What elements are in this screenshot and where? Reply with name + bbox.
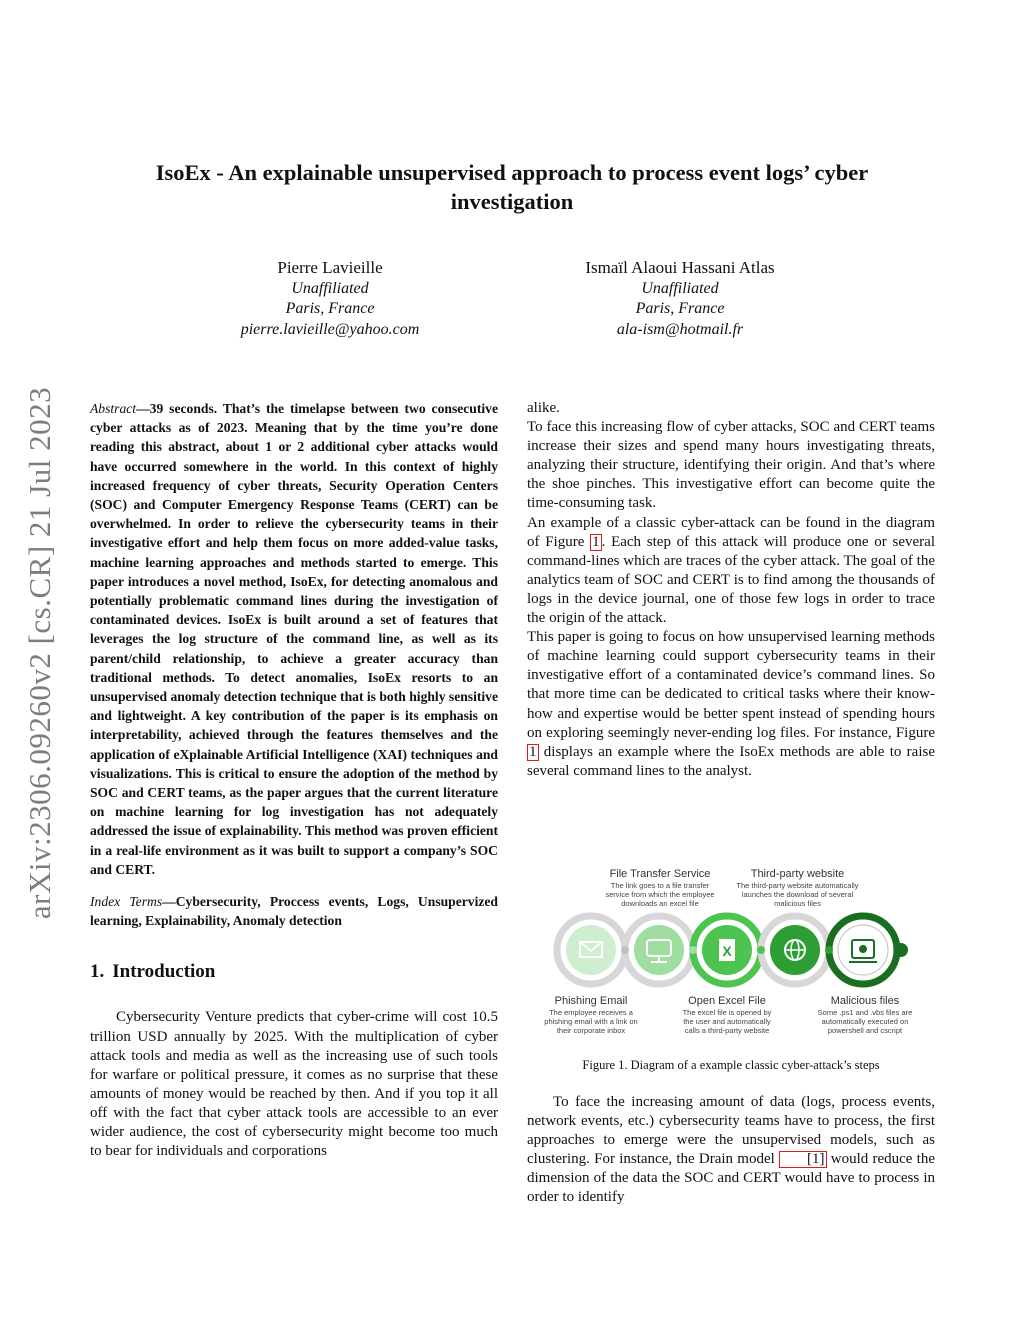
section-number: 1. bbox=[90, 961, 105, 983]
abstract-label: Abstract bbox=[90, 401, 137, 416]
author-name: Ismaïl Alaoui Hassani Atlas bbox=[585, 258, 775, 277]
index-terms bbox=[90, 892, 498, 930]
step-title: Malicious files bbox=[830, 995, 900, 1007]
figure-reference-link[interactable]: 1 bbox=[529, 743, 537, 760]
author-block-1 bbox=[210, 258, 450, 340]
step-description: The employee receives a phishing email with a link on their corporate inbox bbox=[544, 1008, 638, 1035]
paragraph bbox=[527, 514, 935, 629]
step-title: File Transfer Service bbox=[609, 868, 711, 880]
figure-attack-diagram bbox=[545, 860, 917, 1040]
paragraph-text: would reduce the dimension of the data the SOC and CERT would have to process in order to identify bbox=[527, 1151, 935, 1206]
paragraph-text: displays an example where the IsoEx methods are able to raise several command lines to the analyst. bbox=[527, 743, 935, 779]
paragraph-text: This paper is going to focus on how unsupervised learning methods of machine learning could support cybersecurity teams in their investigative effort of a contaminated device’s command lines. So that more time can be dedicated to critical tasks where their know-how and expertise would be better spent instead of spending hours on exploring seemingly never-ending log files. For instance, Figure bbox=[527, 629, 935, 741]
author-location: Paris, France bbox=[285, 300, 375, 317]
step-description: The third-party website automatically launches the download of several malicious files bbox=[736, 881, 859, 908]
right-column bbox=[527, 399, 935, 781]
step-description: The excel file is opened by the user and automatically calls a third-party website bbox=[682, 1008, 772, 1035]
paragraph bbox=[527, 1093, 935, 1208]
paper-title: IsoEx - An explainable unsupervised approach to process event logs’ cyber investigation bbox=[155, 160, 869, 214]
step-description: The link goes to a file transfer service from which the employee downloads an excel file bbox=[605, 881, 715, 908]
figure-reference-link[interactable]: 1 bbox=[592, 533, 600, 550]
arxiv-identifier-stamp[interactable]: arXiv:2306.09260v2 [cs.CR] 21 Jul 2023 bbox=[22, 386, 57, 920]
paragraph-text: . Each step of this attack will produce one or several command-lines which are traces of the cyber attack. The goal of the analytics team of SOC and CERT is to find among the thousands of logs in the device journal, one of those few logs in order to trace the origin of the attack. bbox=[527, 533, 935, 627]
connector-dot bbox=[621, 946, 629, 954]
section-heading bbox=[90, 960, 498, 984]
author-affiliation: Unaffiliated bbox=[641, 279, 719, 297]
citation-link[interactable]: [1] bbox=[779, 1151, 827, 1168]
intro-paragraph: Cybersecurity Venture predicts that cyber-crime will cost 10.5 trillion USD annually by 2025. With the multiplication of cyber attack tools and media as well as the increasing use of such tools for warfare or political pressure, it comes as no surprise that these amounts of money would be reached by then. And if you top it all off with the fact that cyber attack tools are accessible to an ever wider audience, the cost of cybersecurity might become too much to bear for individuals and corporations bbox=[90, 1009, 498, 1160]
abstract bbox=[90, 399, 498, 879]
section-title: Introduction bbox=[112, 961, 216, 983]
connector-dot bbox=[825, 946, 833, 954]
figure-caption: Figure 1. Diagram of a example classic cyber-attack’s steps bbox=[582, 1058, 880, 1072]
author-name: Pierre Lavieille bbox=[277, 258, 383, 277]
left-column bbox=[90, 399, 498, 1161]
step-title: Open Excel File bbox=[688, 995, 766, 1007]
author-affiliation: Unaffiliated bbox=[291, 279, 369, 297]
author-email[interactable]: ala-ism@hotmail.fr bbox=[616, 320, 744, 338]
step-title: Third-party website bbox=[750, 868, 845, 880]
author-location: Paris, France bbox=[635, 300, 725, 317]
end-dot bbox=[894, 943, 908, 957]
excel-icon bbox=[719, 939, 735, 961]
index-terms-label: Index Terms bbox=[90, 894, 163, 910]
author-block-2 bbox=[540, 258, 820, 340]
step-title: Phishing Email bbox=[554, 995, 628, 1007]
paragraph bbox=[527, 628, 935, 781]
index-terms-text: —Cybersecurity, Proccess events, Logs, Unsupervized learning, Explainability, Anomaly detection bbox=[90, 894, 498, 929]
author-email[interactable]: pierre.lavieille@yahoo.com bbox=[240, 320, 420, 338]
svg-text:X: X bbox=[722, 943, 732, 959]
connector-dot bbox=[757, 946, 765, 954]
paragraph-text: An example of a classic cyber-attack can be found in the diagram of Figure bbox=[527, 514, 935, 550]
step-disc bbox=[634, 925, 684, 975]
connector-dot bbox=[689, 946, 697, 954]
paragraph: alike. bbox=[527, 400, 560, 416]
paragraph-text: To face the increasing amount of data (logs, process events, network events, etc.) cybersecurity teams have to process, the first approaches to emerge were the unsupervised models, such as clustering. For instance, the Drain model bbox=[527, 1094, 935, 1168]
abstract-text: —39 seconds. That’s the timelapse between two consecutive cyber attacks as of 2023. Meaning that by the time you’re done reading this abstract, about 1 or 2 additional cyber attacks would have occurred somewhere in the world. In this context of highly increased frequency of cyber threats, Security Operation Centers (SOC) and Computer Emergency Response Teams (CERT) can be overwhelmed. In order to relieve the cybersecurity teams in their investigative effort and help them focus on more added-value tasks, machine learning approaches and methods started to emerge. This paper introduces a novel method, IsoEx, for detecting anomalous and potentially problematic command lines during the investigation of contaminated devices. IsoEx is built around a set of features that leverages the log structure of the command line, as well as its parent/child relationship, to achieve a greater accuracy than traditional methods. To detect anomalies, IsoEx resorts to an unsupervised anomaly detection technique that is both highly sensitive and lightweight. A key contribution of the paper is its emphasis on interpretability, achieved through the features themselves and the application of eXplainable Artificial Intelligence (XAI) techniques and visualizations. This is critical to ensure the adoption of the method by SOC and CERT teams, as the paper argues that the current literature on machine learning for log investigation has not adequately addressed the issue of explainability. This method was proven efficient in a real-life environment as it was built to support a company’s SOC and CERT. bbox=[90, 401, 498, 877]
step-description: Some .ps1 and .vbs files are automatically executed on powershell and cscript bbox=[817, 1008, 913, 1035]
paragraph: To face this increasing flow of cyber attacks, SOC and CERT teams increase their sizes and spend many hours investigating threats, analyzing their structure, identifying their origin. And that’s where the shoe pinches. This investigative effort can become quite the time-consuming task. bbox=[527, 419, 935, 512]
